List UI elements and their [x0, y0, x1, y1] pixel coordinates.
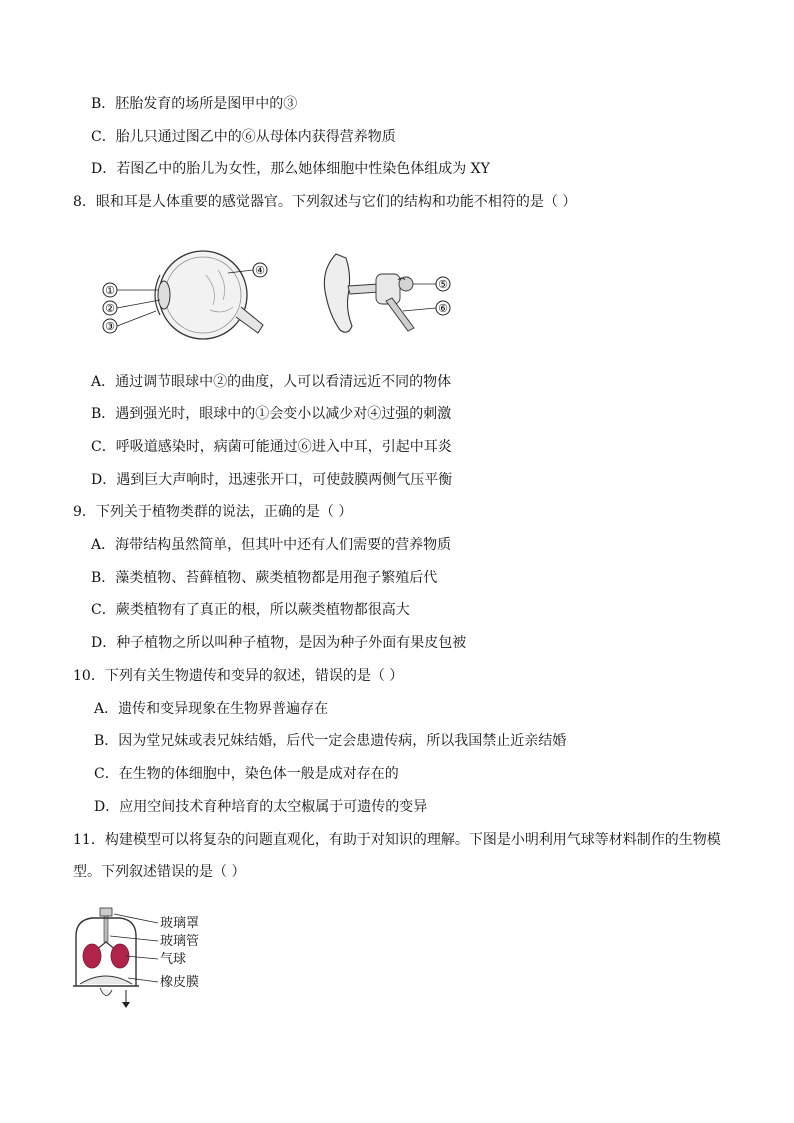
q11-stem-line1: 11．构建模型可以将复杂的问题直观化，有助于对知识的理解。下图是小明利用气球等材料制作的生物模 [73, 832, 721, 848]
q7-option-d: D．若图乙中的胎儿为女性，那么她体细胞中性染色体组成为 XY [91, 161, 490, 177]
ear-label-5: ⑤ [438, 278, 448, 291]
q8-option-d: D．遇到巨大声响时，迅速张开口，可使鼓膜两侧气压平衡 [91, 472, 453, 488]
q11-stem-line2: 型。下列叙述错误的是（ ） [73, 864, 246, 880]
label-rubber-membrane: 橡皮膜 [160, 975, 200, 990]
eye-label-2: ② [105, 302, 115, 315]
q10-option-a: A．遗传和变异现象在生物界普遍存在 [94, 701, 329, 717]
eye-label-1: ① [105, 284, 115, 297]
ear-label-6: ⑥ [438, 302, 448, 315]
label-glass-tube: 玻璃管 [160, 934, 200, 949]
eye-label-3: ③ [105, 320, 115, 333]
bell-jar-lung-model [70, 906, 240, 1014]
q7-option-c: C．胎儿只通过图乙中的⑥从母体内获得营养物质 [91, 129, 396, 145]
eye-label-4: ④ [255, 264, 265, 277]
label-glass-bell-jar: 玻璃罩 [160, 916, 200, 931]
q8-option-c: C．呼吸道感染时，病菌可能通过⑥进入中耳，引起中耳炎 [91, 439, 452, 455]
q10-stem: 10．下列有关生物遗传和变异的叙述，错误的是（ ） [73, 668, 404, 684]
q8-option-a: A．通过调节眼球中②的曲度，人可以看清远近不同的物体 [91, 374, 452, 390]
q8-stem: 8．眼和耳是人体重要的感觉器官。下列叙述与它们的结构和功能不相符的是（ ） [73, 194, 577, 210]
q10-option-b: B．因为堂兄妹或表兄妹结婚，后代一定会患遗传病，所以我国禁止近亲结婚 [94, 733, 567, 749]
q9-option-d: D．种子植物之所以叫种子植物，是因为种子外面有果皮包被 [91, 635, 467, 651]
q7-option-b: B．胚胎发育的场所是图甲中的③ [91, 96, 298, 112]
q9-stem: 9．下列关于植物类群的说法，正确的是（ ） [73, 504, 353, 520]
q10-option-c: C．在生物的体细胞中，染色体一般是成对存在的 [94, 766, 399, 782]
label-balloon: 气球 [160, 952, 187, 967]
q8-option-b: B．遇到强光时，眼球中的①会变小以减少对④过强的刺激 [91, 406, 452, 422]
q9-option-a: A．海带结构虽然简单，但其叶中还有人们需要的营养物质 [91, 537, 452, 553]
q9-option-c: C．蕨类植物有了真正的根，所以蕨类植物都很高大 [91, 602, 410, 618]
q9-option-b: B．藻类植物、苔藓植物、蕨类植物都是用孢子繁殖后代 [91, 570, 438, 586]
q10-option-d: D．应用空间技术育种培育的太空椒属于可遗传的变异 [94, 799, 428, 815]
ear-diagram [318, 246, 458, 336]
eye-diagram [98, 245, 278, 345]
